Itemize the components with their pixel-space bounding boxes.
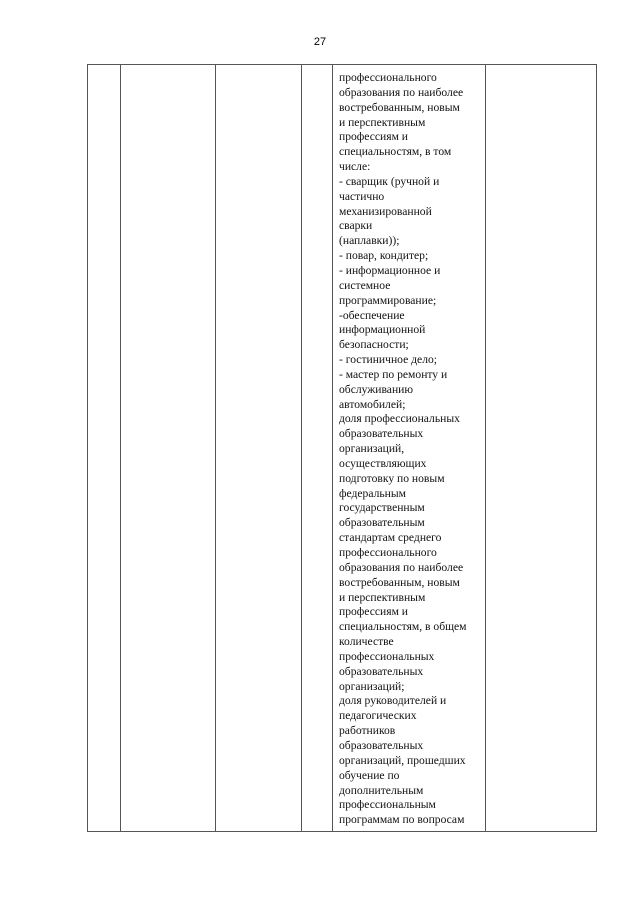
cell-text-line: сварки (339, 219, 373, 233)
cell-text-line: профессионального (339, 71, 437, 84)
document-table (87, 64, 597, 832)
cell-text-line: государственным (339, 501, 425, 515)
cell-text-line: - повар, кондитер; (339, 249, 429, 263)
cell-text-line: дополнительным (339, 783, 424, 797)
cell-text-line: образовательных (339, 427, 424, 441)
cell-text-line: - сварщик (ручной и (339, 174, 440, 188)
cell-text-line: востребованным, новым (339, 100, 460, 114)
cell-text-line: частично (339, 189, 385, 203)
cell-text-line: образования по наиболее (339, 560, 464, 574)
cell-text-line: образовательным (339, 516, 425, 530)
cell-text-line: программирование; (339, 293, 437, 307)
cell-text-line: специальностям, в общем (339, 620, 467, 634)
page-number: 27 (313, 36, 327, 48)
cell-text-line: автомобилей; (339, 397, 406, 411)
cell-text-line: профессиональным (339, 798, 436, 812)
cell-text-line: профессиям и (339, 130, 409, 144)
table-border-left (87, 65, 88, 831)
column-divider-2 (215, 65, 216, 831)
cell-text-line: обучение по (339, 768, 400, 782)
cell-text-line: и перспективным (339, 590, 426, 604)
cell-text-line: профессиям и (339, 605, 409, 619)
cell-text-line: образовательных (339, 738, 424, 752)
cell-text-line: организаций, (339, 442, 405, 456)
cell-text-line: информационной (339, 323, 426, 337)
cell-text-line: - мастер по ремонту и (339, 367, 448, 381)
cell-text-line: программам по вопросам (339, 813, 465, 827)
cell-text-line: безопасности; (339, 338, 409, 352)
cell-text-line: профессионального (339, 546, 437, 559)
cell-text-line: образования по наиболее (339, 85, 464, 99)
cell-text-line: специальностям, в том (339, 145, 452, 159)
cell-text-line: организаций; (339, 679, 405, 693)
cell-text-line: стандартам среднего (339, 531, 442, 545)
cell-text-line: системное (339, 278, 391, 292)
cell-text-line: количестве (339, 635, 394, 649)
column-divider-3 (301, 65, 302, 831)
cell-text-line: - гостиничное дело; (339, 353, 438, 367)
cell-text-line: доля профессиональных (339, 412, 460, 426)
cell-text-line: подготовку по новым (339, 471, 445, 485)
table-border-right (596, 65, 597, 831)
cell-text-line: востребованным, новым (339, 575, 460, 589)
cell-text-line: и перспективным (339, 115, 426, 129)
cell-text-line: (наплавки)); (339, 234, 400, 248)
cell-text-line: профессиональных (339, 649, 435, 663)
cell-text-line: осуществляющих (339, 456, 427, 470)
cell-text-line: работников (339, 724, 396, 738)
indicator-cell-text (339, 71, 489, 828)
cell-text-line: обслуживанию (339, 382, 414, 396)
column-divider-1 (120, 65, 121, 831)
cell-text-line: организаций, прошедших (339, 753, 466, 767)
cell-text-line: доля руководителей и (339, 694, 447, 708)
cell-text-line: числе: (339, 160, 371, 174)
cell-text-line: - информационное и (339, 263, 441, 277)
cell-text-line: педагогических (339, 709, 417, 723)
column-divider-4 (332, 65, 333, 831)
cell-text-line: образовательных (339, 664, 424, 678)
cell-text-line: механизированной (339, 204, 432, 218)
cell-text-line: -обеспечение (339, 308, 405, 322)
cell-text-line: федеральным (339, 486, 406, 500)
